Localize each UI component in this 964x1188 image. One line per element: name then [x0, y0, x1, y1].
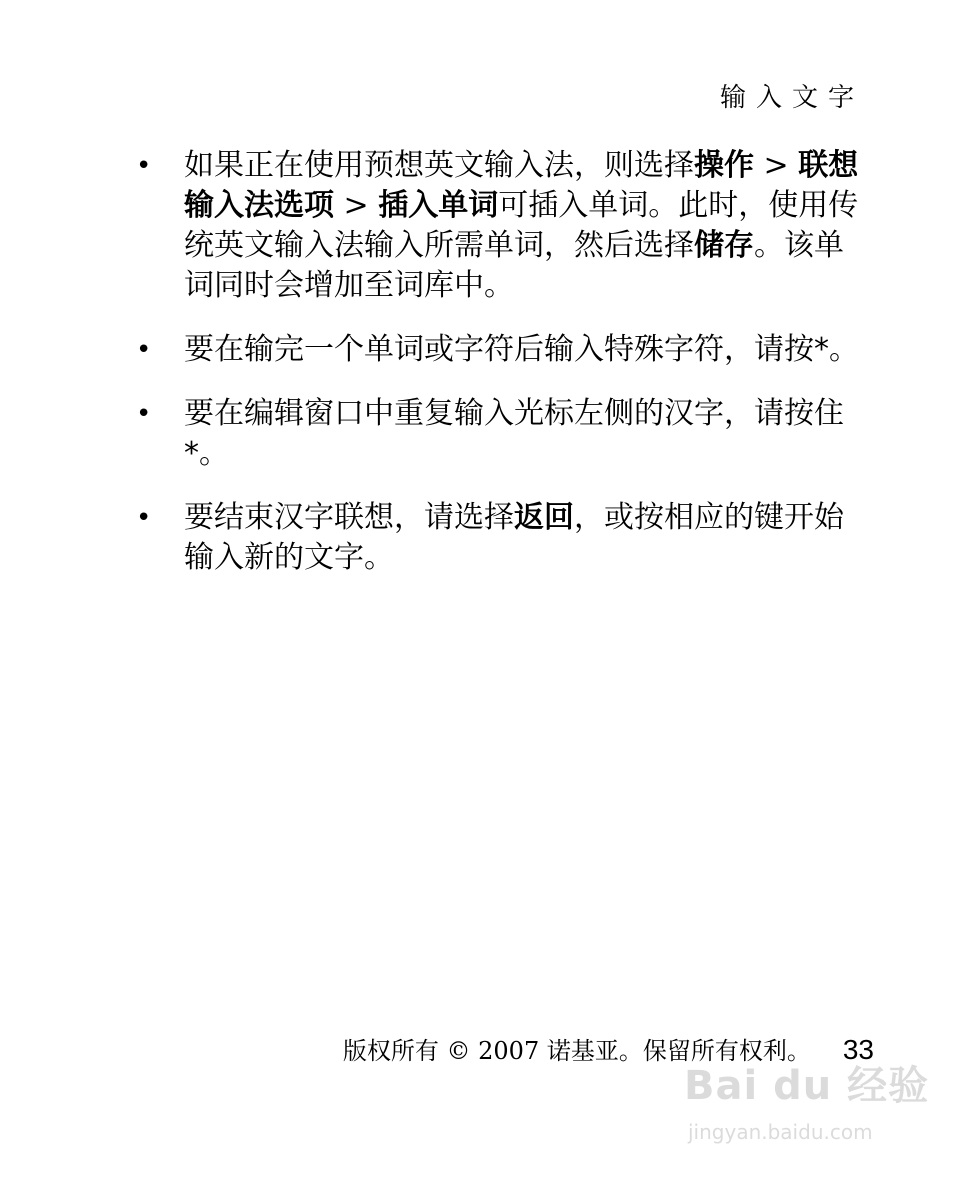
menu-separator: >	[754, 148, 799, 183]
text-run: 要结束汉字联想，请选择	[184, 500, 514, 535]
text-run: 。	[199, 436, 229, 471]
bullet-icon: •	[136, 503, 152, 533]
menu-term-predictive-options: 联想输入法选项	[184, 148, 859, 223]
list-item	[136, 146, 866, 306]
menu-term-save: 储存	[694, 228, 754, 263]
bullet-icon: •	[136, 335, 152, 365]
watermark-logo: Bai du 经验	[684, 1063, 930, 1109]
text-run: ，或按相应的键开始输入新的文字。	[184, 500, 844, 575]
menu-separator: >	[334, 188, 379, 223]
text-run: 要在编辑窗口中重复输入光标左侧的汉字，请按住	[184, 396, 844, 431]
running-header: 输入文字	[719, 83, 864, 113]
text-run: 要在输完一个单词或字符后输入特殊字符，请按	[184, 332, 814, 367]
list-item	[136, 498, 866, 578]
text-run: 。	[829, 332, 859, 367]
list-item-text	[184, 330, 864, 370]
text-run: 可插入单词。此时，使用传统英文输入法输入所需单词，然后选择	[184, 188, 859, 263]
page-number: 33	[842, 1034, 874, 1065]
menu-term-operations: 操作	[694, 148, 754, 183]
star-key-symbol: *	[184, 436, 199, 471]
list-item-text	[184, 394, 864, 474]
list-item	[136, 330, 866, 370]
menu-term-back: 返回	[514, 500, 574, 535]
list-item-text	[184, 498, 864, 578]
bullet-icon: •	[136, 399, 152, 429]
list-item	[136, 394, 866, 474]
copyright-notice: 版权所有 © 2007 诺基亚。保留所有权利。	[342, 1037, 811, 1065]
star-key-symbol: *	[814, 332, 829, 367]
text-run: 如果正在使用预想英文输入法，则选择	[184, 148, 694, 183]
instruction-list	[136, 146, 866, 602]
baidu-jingyan-watermark	[684, 1054, 930, 1154]
watermark-url: jingyan.baidu.com	[688, 1120, 873, 1144]
text-run: 。该单词同时会增加至词库中。	[184, 228, 844, 303]
menu-term-insert-word: 插入单词	[378, 188, 499, 223]
list-item-text	[184, 146, 864, 306]
bullet-icon: •	[136, 151, 152, 181]
